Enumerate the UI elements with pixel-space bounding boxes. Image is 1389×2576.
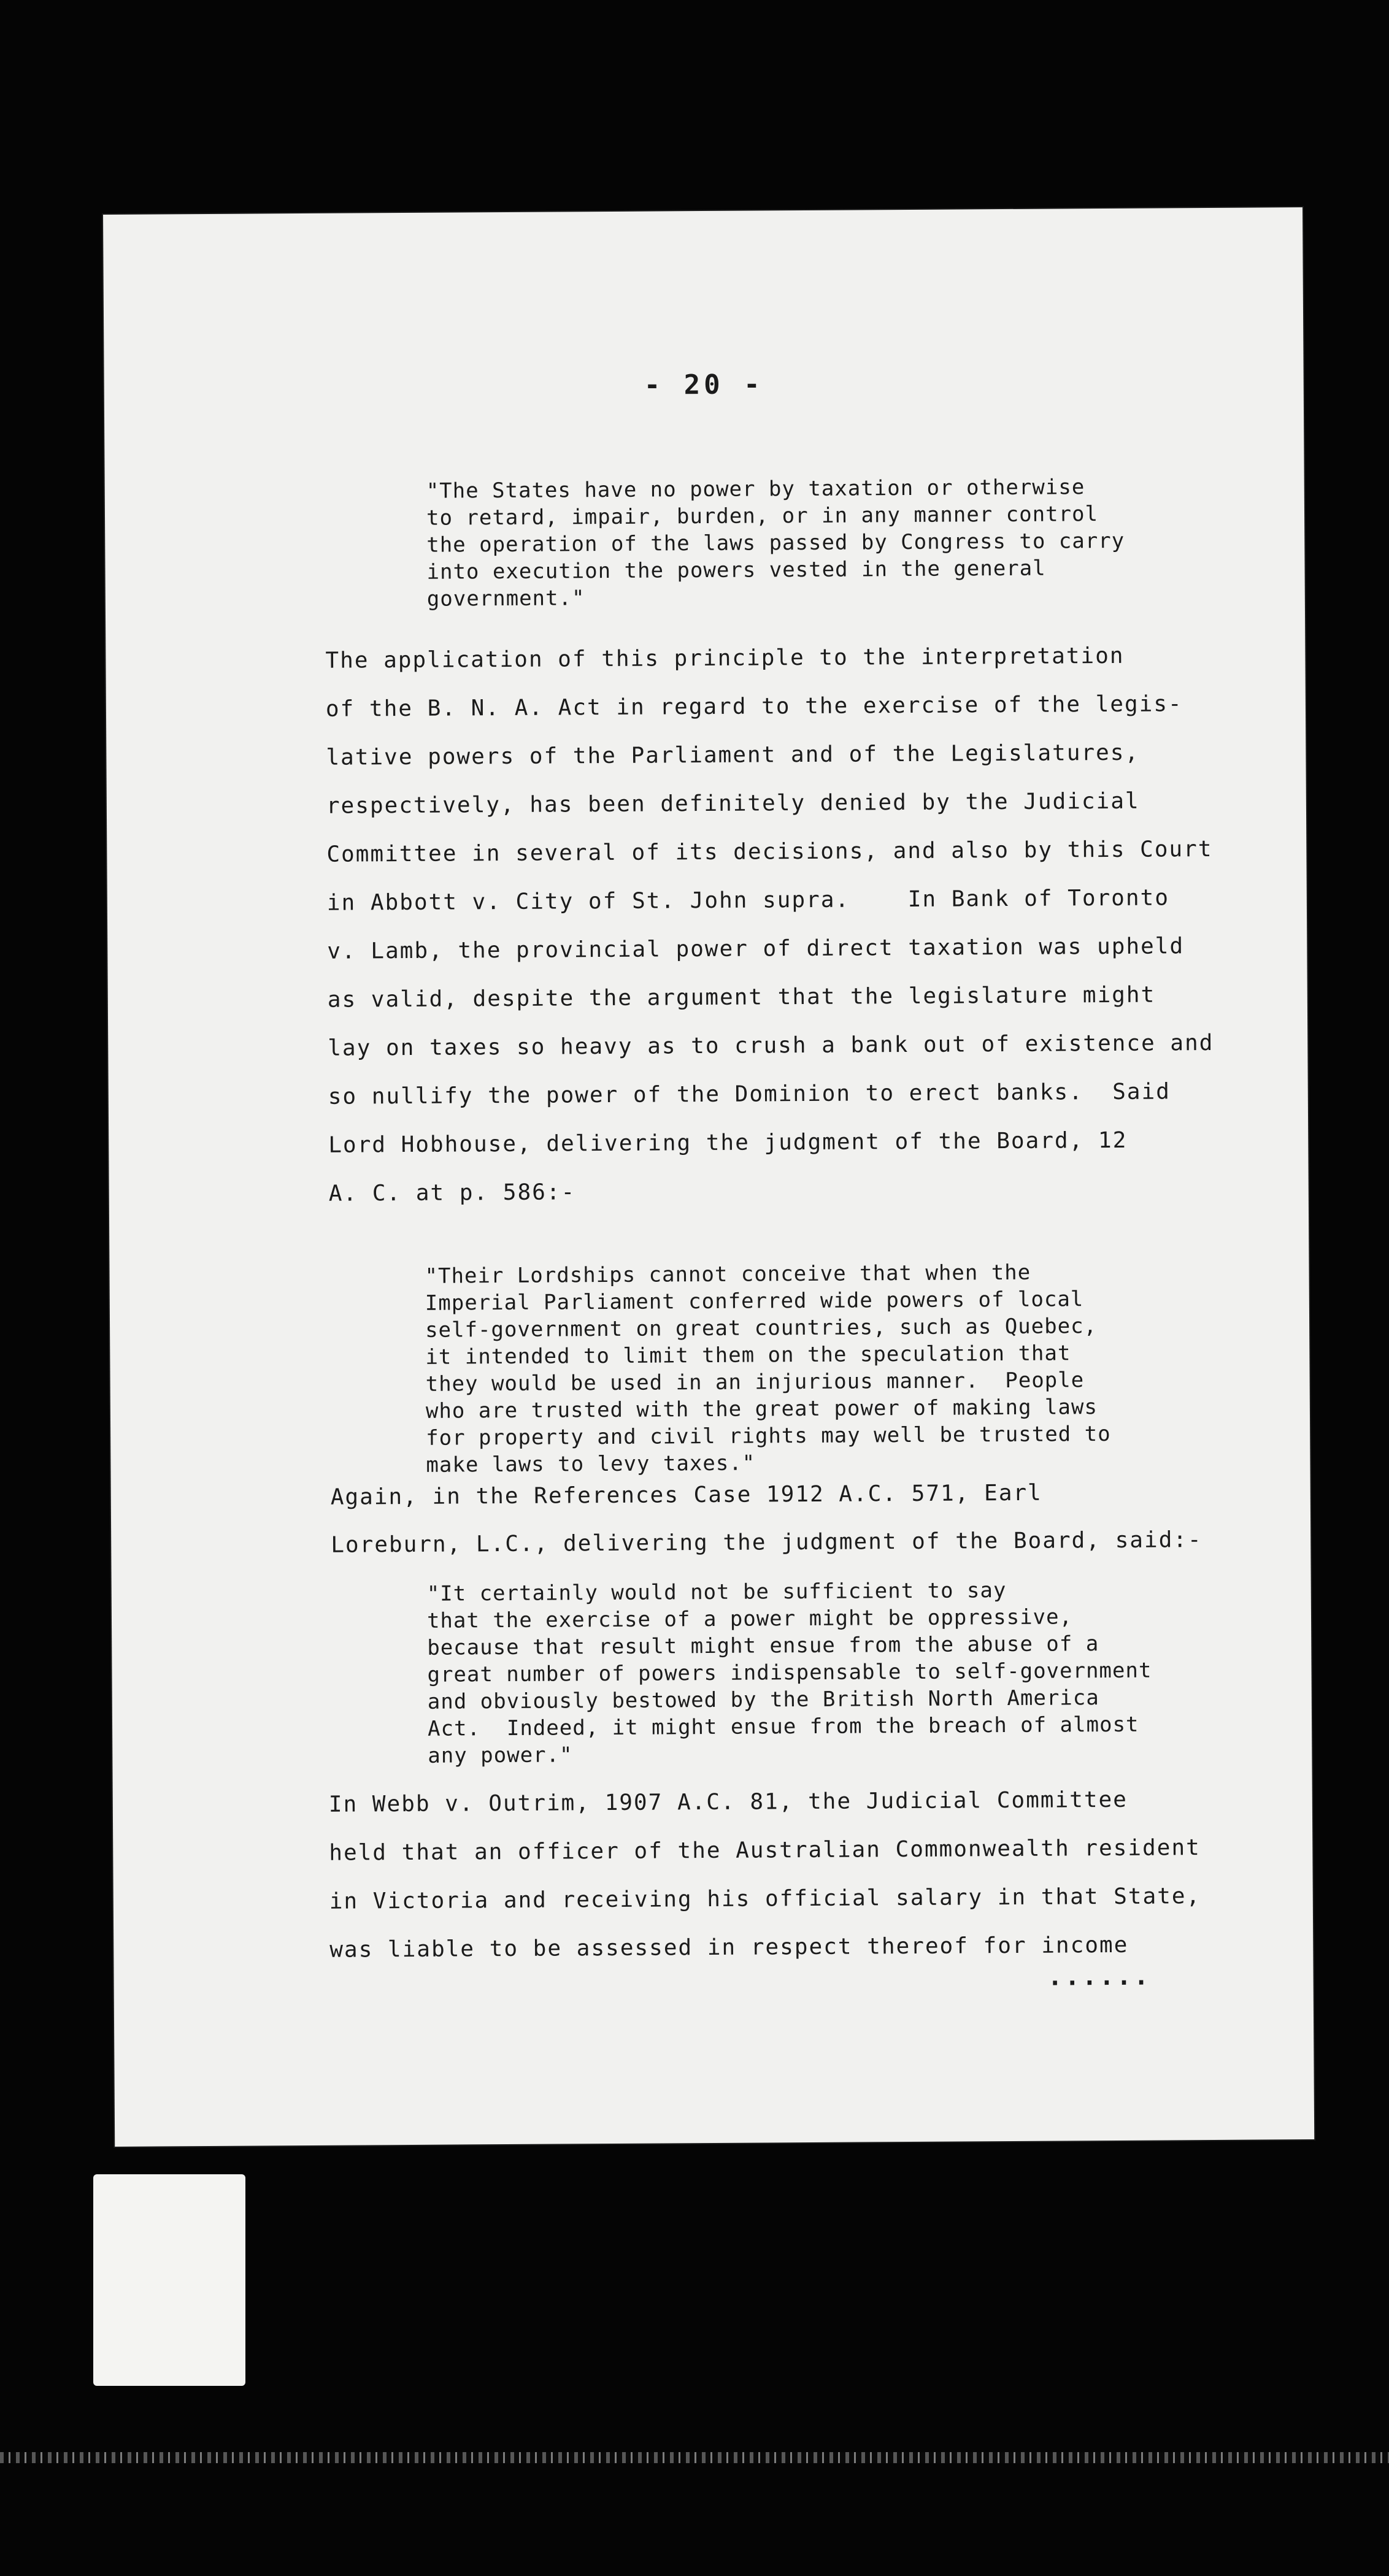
paragraph-webb-v-outrim: In Webb v. Outrim, 1907 A.C. 81, the Judicial Committee held that an officer of the Australian Commonwealth resident in Victoria and receiving his official salary in that State, was liable to be assessed in respect thereof for income <box>328 1787 1201 1963</box>
film-target-card <box>93 2174 245 2386</box>
document-page <box>103 207 1314 2147</box>
quoted-passage-oppressive-power: "It certainly would not be sufficient to say that the exercise of a power might be oppressive, because that result might ensue from the abuse of a great number of powers indispensable to self-government and obviously bestowed by the British North America Act. Indeed, it might ensue from the breach of almost any power." <box>426 1578 1152 1768</box>
continuation-marker: ...... <box>1047 1962 1152 1991</box>
paragraph-application-of-principle: The application of this principle to the interpretation of the B. N. A. Act in regard to the exercise of the legis- lative powers of the Parliament and of the Legislatures, respectively, has been definitely denied by the Judicial Committee in several of its decisions, and also by this Court in Abbott v. City of St. John supra. In Bank of Toronto v. Lamb, the provincial power of direct taxation was upheld as valid, despite the argument that the legislature might lay on taxes so heavy as to crush a bank out of existence and so nullify the power of the Dominion to erect banks. Said Lord Hobhouse, delivering the judgment of the Board, 12 A. C. at p. 586:- <box>325 643 1214 1206</box>
quoted-passage-states-taxation: "The States have no power by taxation or otherwise to retard, impair, burden, or in any manner control the operation of the laws passed by Congress to carry into execution the powers vested in the general government." <box>426 475 1125 611</box>
film-edge-strip <box>0 2452 1389 2463</box>
page-number: - 20 - <box>644 369 764 401</box>
quoted-passage-lordships: "Their Lordships cannot conceive that when the Imperial Parliament conferred wide powers of local self-government on great countries, such as Quebec, it intended to limit them on the speculation that they would be used in an injurious manner. People who are trusted with the great power of making laws for property and civil rights may well be trusted to make laws to levy taxes." <box>425 1260 1111 1478</box>
paragraph-references-case: Again, in the References Case 1912 A.C. 571, Earl Loreburn, L.C., delivering the judgment of the Board, said:- <box>330 1480 1202 1558</box>
